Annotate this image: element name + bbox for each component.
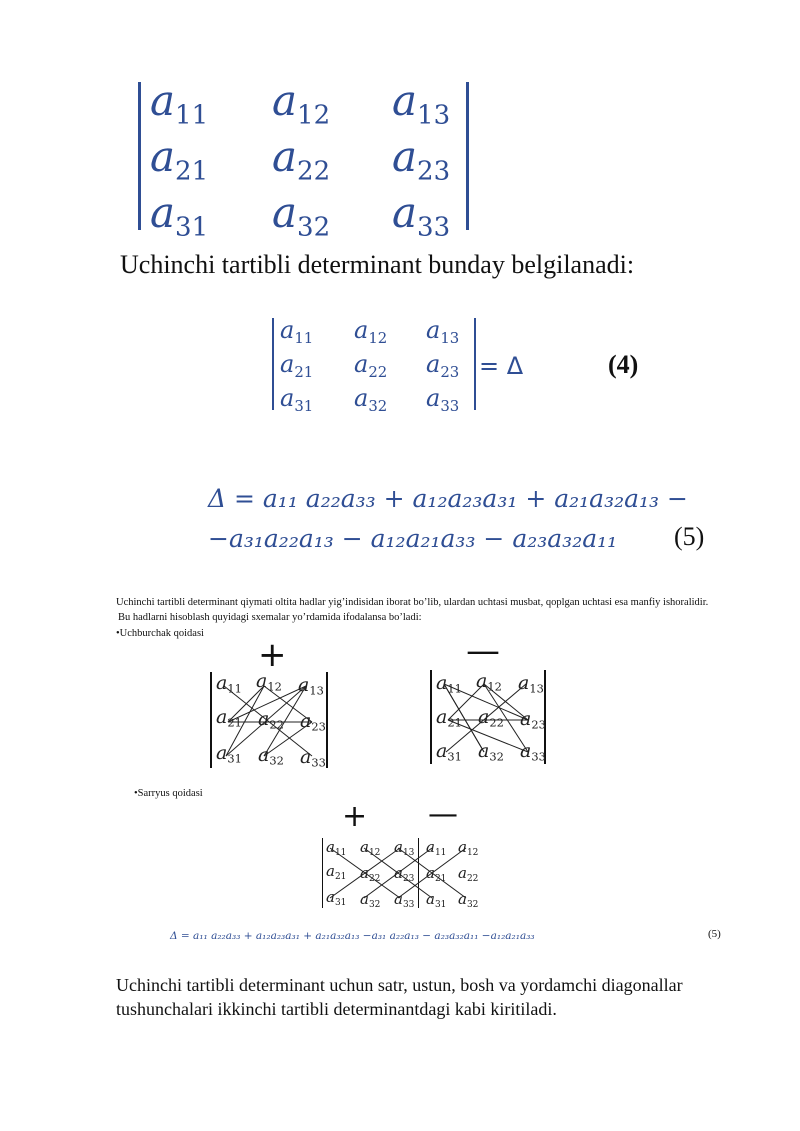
cell-a33: $a_{33}$ (392, 188, 451, 243)
small-paragraph-2: Bu hadlarni hisoblash quyidagi sxemalar yo’rdamida ifodalansa bo’ladi: (118, 612, 422, 623)
cell-a31: $a_{31}$ (280, 384, 314, 415)
cell-a31: $a_{31}$ (216, 742, 242, 766)
cell-a12: $a_{12}$ (354, 316, 388, 347)
cell-a33: $a_{33}$ (520, 740, 546, 764)
cell-a33: $a_{33}$ (300, 746, 326, 770)
cell-a21: $a_{21}$ (326, 862, 347, 882)
eq4-label: (4) (608, 350, 639, 379)
cell-a13: $a_{13}$ (392, 76, 451, 131)
cell-a21: $a_{21}$ (436, 706, 462, 730)
cell-a11: $a_{11}$ (326, 838, 347, 858)
cell-a32: $a_{32}$ (360, 890, 381, 910)
formula5-label: (5) (674, 522, 705, 551)
small-formula: Δ = a₁₁ a₂₂a₃₃ + a₁₂a₂₃a₃₁ + a₂₁a₃₂a₁₃ −a₃₁ a₂₂a₁₃ − a₂₃a₃₂a₁₁ −a₁₂a₂₁a₃₃ (170, 930, 535, 942)
cell-a22: $a_{22}$ (360, 864, 381, 884)
right-bar (474, 318, 476, 410)
plus-sign-sarrus: + (342, 799, 368, 834)
final-paragraph-line2: tushunchalari ikkinchi tartibli determinantdagi kabi kiritiladi. (116, 999, 557, 1019)
triangle-scheme-minus (428, 668, 552, 768)
extra-a21: $a_{21}$ (426, 864, 447, 884)
cell-a12: $a_{12}$ (256, 670, 282, 694)
equals-delta: = Δ (479, 352, 524, 380)
small-formula-label: (5) (708, 928, 721, 940)
extra-a22: $a_{22}$ (458, 864, 479, 884)
cell-a12: $a_{12}$ (476, 670, 502, 694)
cell-a23: $a_{23}$ (394, 864, 415, 884)
formula5-line1: Δ = a₁₁ a₂₂a₃₃ + a₁₂a₂₃a₃₁ + a₂₁a₃₂a₁₃ − (208, 484, 688, 513)
connector-lines (428, 668, 552, 768)
cell-a23: $a_{23}$ (520, 708, 546, 732)
cell-a23: $a_{23}$ (426, 350, 460, 381)
plus-sign: + (258, 635, 287, 675)
cell-a12: $a_{12}$ (272, 76, 331, 131)
cell-a32: $a_{32}$ (272, 188, 331, 243)
bullet-sarrus: •Sarryus qoidasi (134, 788, 203, 799)
left-bar (272, 318, 274, 410)
cell-a13: $a_{13}$ (518, 672, 544, 696)
cell-a23: $a_{23}$ (300, 710, 326, 734)
cell-a32: $a_{32}$ (258, 744, 284, 768)
triangle-scheme-plus (208, 668, 332, 772)
cell-a11: $a_{11}$ (280, 316, 314, 347)
final-paragraph-line1: Uchinchi tartibli determinant uchun satr, ustun, bosh va yordamchi diagonallar (116, 975, 683, 995)
cell-a12: $a_{12}$ (360, 838, 381, 858)
cell-a21: $a_{21}$ (150, 132, 209, 187)
extra-a31: $a_{31}$ (426, 890, 447, 910)
cell-a22: $a_{22}$ (354, 350, 388, 381)
minus-sign-sarrus: — (428, 797, 458, 832)
cell-a22: $a_{22}$ (258, 708, 284, 732)
extra-a32: $a_{32}$ (458, 890, 479, 910)
cell-a11: $a_{11}$ (216, 672, 242, 696)
cell-a23: $a_{23}$ (392, 132, 451, 187)
sarrus-scheme (320, 836, 490, 912)
left-bar (138, 82, 141, 230)
cell-a31: $a_{31}$ (436, 740, 462, 764)
big-determinant (138, 76, 478, 243)
cell-a13: $a_{13}$ (394, 838, 415, 858)
small-paragraph-1: Uchinchi tartibli determinant qiymati oltita hadlar yig’indisidan iborat bo’lib, ulardan uchtasi musbat, qoplgan uchtasi esa manfiy ishoralidir. (116, 597, 709, 608)
connector-lines (208, 668, 332, 772)
formula5-line2: −a₃₁a₂₂a₁₃ − a₁₂a₂₁a₃₃ − a₂₃a₃₂a₁₁ (208, 524, 618, 553)
right-bar (466, 82, 469, 230)
connector-lines (320, 836, 490, 912)
cell-a13: $a_{13}$ (426, 316, 460, 347)
extra-a11: $a_{11}$ (426, 838, 447, 858)
cell-a11: $a_{11}$ (436, 672, 462, 696)
bullet-triangle: •Uchburchak qoidasi (116, 628, 204, 639)
cell-a33: $a_{33}$ (426, 384, 460, 415)
heading: Uchinchi tartibli determinant bunday belgilanadi: (120, 250, 635, 279)
cell-a22: $a_{22}$ (272, 132, 331, 187)
cell-a13: $a_{13}$ (298, 674, 324, 698)
extra-a12: $a_{12}$ (458, 838, 479, 858)
cell-a32: $a_{32}$ (354, 384, 388, 415)
cell-a11: $a_{11}$ (150, 76, 209, 131)
cell-a33: $a_{33}$ (394, 890, 415, 910)
cell-a21: $a_{21}$ (280, 350, 314, 381)
cell-a31: $a_{31}$ (326, 888, 347, 908)
cell-a21: $a_{21}$ (216, 706, 242, 730)
cell-a32: $a_{32}$ (478, 740, 504, 764)
cell-a22: $a_{22}$ (478, 706, 504, 730)
cell-a31: $a_{31}$ (150, 188, 209, 243)
minus-sign: — (466, 631, 500, 671)
